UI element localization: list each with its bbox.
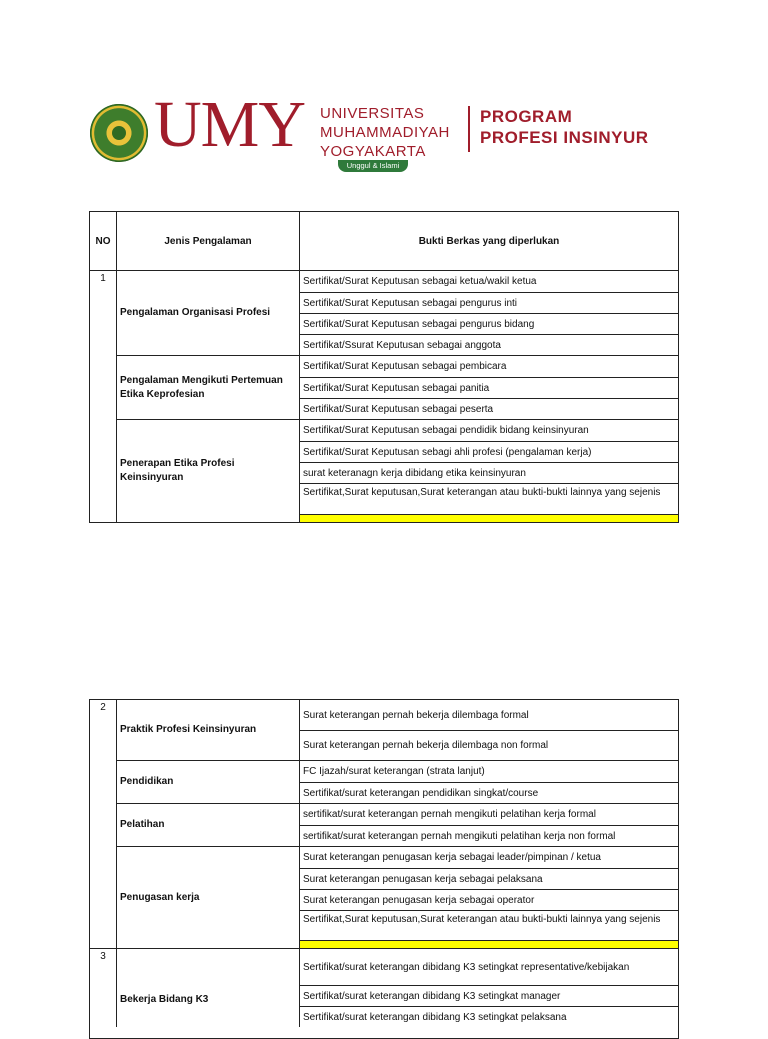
document-item: Surat keterangan penugasan kerja sebagai operator xyxy=(300,889,678,910)
experience-label: Bekerja Bidang K3 xyxy=(117,949,300,1027)
document-item: Sertifikat/Surat Keputusan sebagi ahli profesi (pengalaman kerja) xyxy=(300,441,678,462)
table-block xyxy=(90,700,678,948)
document-item: Sertifikat/Surat Keputusan sebagai pengurus inti xyxy=(300,292,678,313)
experience-group xyxy=(117,949,678,1027)
university-line: MUHAMMADIYAH xyxy=(320,124,450,141)
program-line: PROGRAM xyxy=(480,107,573,126)
header-divider xyxy=(468,106,470,152)
document-item: Sertifikat/surat keterangan dibidang K3 setingkat manager xyxy=(300,985,678,1006)
highlight-row xyxy=(300,940,678,948)
experience-label: Penugasan kerja xyxy=(117,847,300,948)
document-item: Sertifikat,Surat keputusan,Surat keterangan atau bukti-bukti lainnya yang sejenis xyxy=(300,910,678,940)
program-title xyxy=(480,106,649,148)
program-line: PROFESI INSINYUR xyxy=(480,128,649,147)
header-no: NO xyxy=(90,212,117,270)
document-item: surat keteranagn kerja dibidang etika keinsinyuran xyxy=(300,462,678,483)
document-item: Sertifikat/surat keterangan pendidikan singkat/course xyxy=(300,782,678,803)
document-item: Sertifikat/surat keterangan dibidang K3 setingkat pelaksana xyxy=(300,1006,678,1027)
document-item: sertifikat/surat keterangan pernah mengikuti pelatihan kerja formal xyxy=(303,809,596,820)
requirements-table-1 xyxy=(89,211,679,523)
table-block xyxy=(90,270,678,522)
experience-group xyxy=(117,846,678,948)
umy-logo-text: UMY xyxy=(154,88,306,161)
tagline-badge: Unggul & Islami xyxy=(338,160,408,172)
university-line: YOGYAKARTA xyxy=(320,143,426,160)
row-number: 2 xyxy=(90,700,117,948)
document-item: Surat keterangan penugasan kerja sebagai leader/pimpinan / ketua xyxy=(303,852,601,863)
table-block xyxy=(90,948,678,1027)
document-item: Sertifikat/Surat Keputusan sebagai panitia xyxy=(300,377,678,398)
experience-group xyxy=(117,355,678,419)
document-item: Sertifikat/Surat Keputusan sebagai ketua/wakil ketua xyxy=(303,276,537,287)
row-number: 3 xyxy=(90,949,117,1027)
experience-label: Pelatihan xyxy=(117,804,300,846)
experience-label: Pendidikan xyxy=(117,761,300,803)
requirements-table-2 xyxy=(89,699,679,1039)
document-item: sertifikat/surat keterangan pernah mengikuti pelatihan kerja non formal xyxy=(300,825,678,846)
document-item: Surat keterangan pernah bekerja dilembaga non formal xyxy=(300,730,678,760)
table-header-row xyxy=(90,212,678,270)
document-item: Sertifikat/Surat Keputusan sebagai pendidik bidang keinsinyuran xyxy=(303,425,589,436)
header-bukti: Bukti Berkas yang diperlukan xyxy=(418,235,560,247)
document-item: Sertifikat/Surat Keputusan sebagai pengurus bidang xyxy=(300,313,678,334)
experience-label: Pengalaman Mengikuti Pertemuan Etika Keprofesian xyxy=(117,356,300,419)
university-seal-icon xyxy=(90,104,148,162)
experience-label: Penerapan Etika Profesi Keinsinyuran xyxy=(117,420,300,522)
document-item: Surat keterangan penugasan kerja sebagai pelaksana xyxy=(300,868,678,889)
document-item: Surat keterangan pernah bekerja dilembaga formal xyxy=(303,709,529,721)
document-item: FC Ijazah/surat keterangan (strata lanjut) xyxy=(303,766,485,777)
experience-label: Pengalaman Organisasi Profesi xyxy=(117,271,300,355)
document-item: Sertifikat,Surat keputusan,Surat keterangan atau bukti-bukti lainnya yang sejenis xyxy=(300,483,678,514)
experience-label: Praktik Profesi Keinsinyuran xyxy=(117,700,300,760)
page-header xyxy=(90,88,690,172)
row-number: 1 xyxy=(90,271,117,522)
document-item: Sertifikat/Surat Keputusan sebagai pembicara xyxy=(303,361,507,372)
experience-group xyxy=(117,700,678,760)
highlight-row xyxy=(300,514,678,522)
experience-group xyxy=(117,271,678,355)
experience-group xyxy=(117,419,678,522)
document-item: Sertifikat/Surat Keputusan sebagai peserta xyxy=(300,398,678,419)
document-item: Sertifikat/Ssurat Keputusan sebagai anggota xyxy=(300,334,678,355)
header-jenis: Jenis Pengalaman xyxy=(117,212,300,270)
experience-group xyxy=(117,760,678,803)
experience-group xyxy=(117,803,678,846)
university-name xyxy=(320,104,480,161)
document-item: Sertifikat/surat keterangan dibidang K3 setingkat representative/kebijakan xyxy=(303,961,630,973)
university-line: UNIVERSITAS xyxy=(320,105,425,122)
